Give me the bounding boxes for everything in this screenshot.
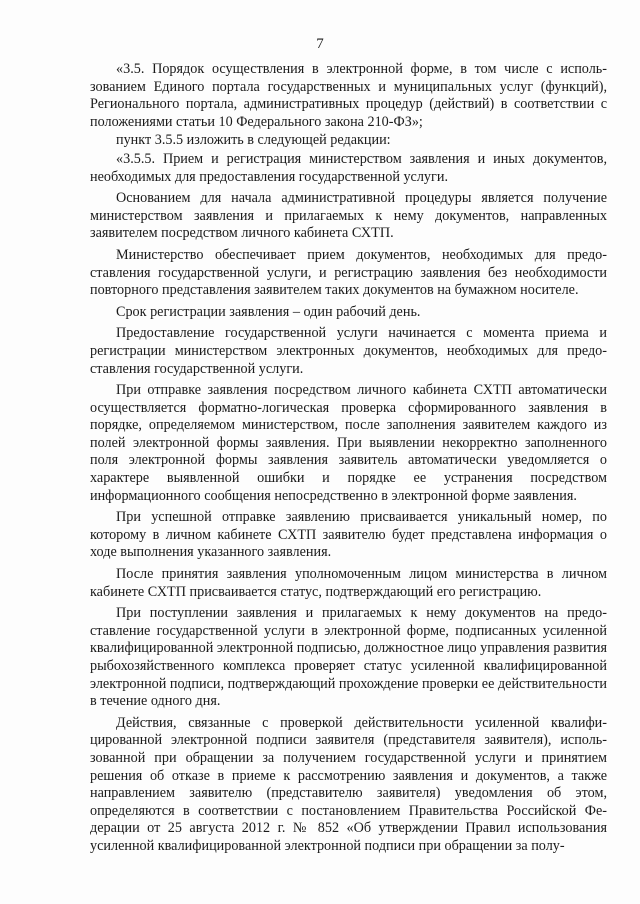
paragraph-format-check: При отправке заявления посредством личного кабинета СХТП автоматически осуществляется форматно-логическая проверка сформированного заявления в порядке, определяемом министерством, после заполнения заявителем каждого из полей электронной формы заявления. При выявлении некорректно заполненного поля электронной формы заявления заявитель автоматически уведомляется о характере выявленной ошибки и порядке ее устранения посредством информационного сообщения непосредственно в электронной форме заявления. — [90, 382, 607, 504]
paragraph-amendment-intro: пункт 3.5.5 изложить в следующей редакции: — [116, 132, 391, 149]
paragraph-3-5-heading: «3.5. Порядок осуществления в электронной форме, в том числе с использованием Единого портала государственных и муниципальных услуг (функций), Регионального портала, административных процедур (действий) в соответствии с положениями статьи 10 Федерального закона 210-ФЗ»; — [90, 61, 607, 130]
paragraph-signature-actions: Действия, связанные с проверкой действительности усиленной квалифицированной электронной подписи заявителя (представителя заявителя), использованной при обращении за получением государственной услуги и принятием решения об отказе в приеме к рассмотрению заявления и документов, а также направлением заявителю (представителю заявителя) уведомления об этом, определяются в соответствии с постановлением Правительства Российской Федерации от 25 августа 2012 г. № 852 «Об утверждении Правил использования усиленной квалифицированной электронной подписи при обращении за полу- — [90, 714, 607, 854]
page-number: 7 — [316, 36, 324, 52]
document-body — [90, 61, 607, 860]
paragraph-status-assignment: После принятия заявления уполномоченным лицом министерства в личном кабинете СХТП присваивается статус, подтверждающий его регистрацию. — [90, 566, 607, 600]
paragraph-grounds: Основанием для начала административной процедуры является получение министерством заявления и прилагаемых к нему документов, направленных заявителем посредством личного кабинета СХТП. — [90, 190, 607, 242]
paragraph-3-5-5-heading: «3.5.5. Прием и регистрация министерством заявления и иных документов, необходимых для предоставления государственной услуги. — [90, 150, 607, 185]
paragraph-signature-check: При поступлении заявления и прилагаемых к нему документов на предоставление государственной услуги в электронной форме, подписанных усиленной квалифицированной электронной подписью, должностное лицо управления развития рыбохозяйственного комплекса проверяет статус усиленной квалифицированной электронной подписи, подтверждающий прохождение проверки ее действительности в течение одного дня. — [90, 605, 607, 710]
paragraph-service-start: Предоставление государственной услуги начинается с момента приема и регистрации министерством электронных документов, необходимых для предоставления государственной услуги. — [90, 325, 607, 377]
paragraph-document-reception: Министерство обеспечивает прием документов, необходимых для предоставления государственной услуги, и регистрацию заявления без необходимости повторного представления заявителем таких документов на бумажном носителе. — [90, 246, 607, 299]
paragraph-registration-term: Срок регистрации заявления – один рабочий день. — [116, 303, 421, 320]
paragraph-unique-number: При успешной отправке заявлению присваивается уникальный номер, по которому в личном кабинете СХТП заявителю будет представлена информация о ходе выполнения указанного заявления. — [90, 509, 607, 561]
